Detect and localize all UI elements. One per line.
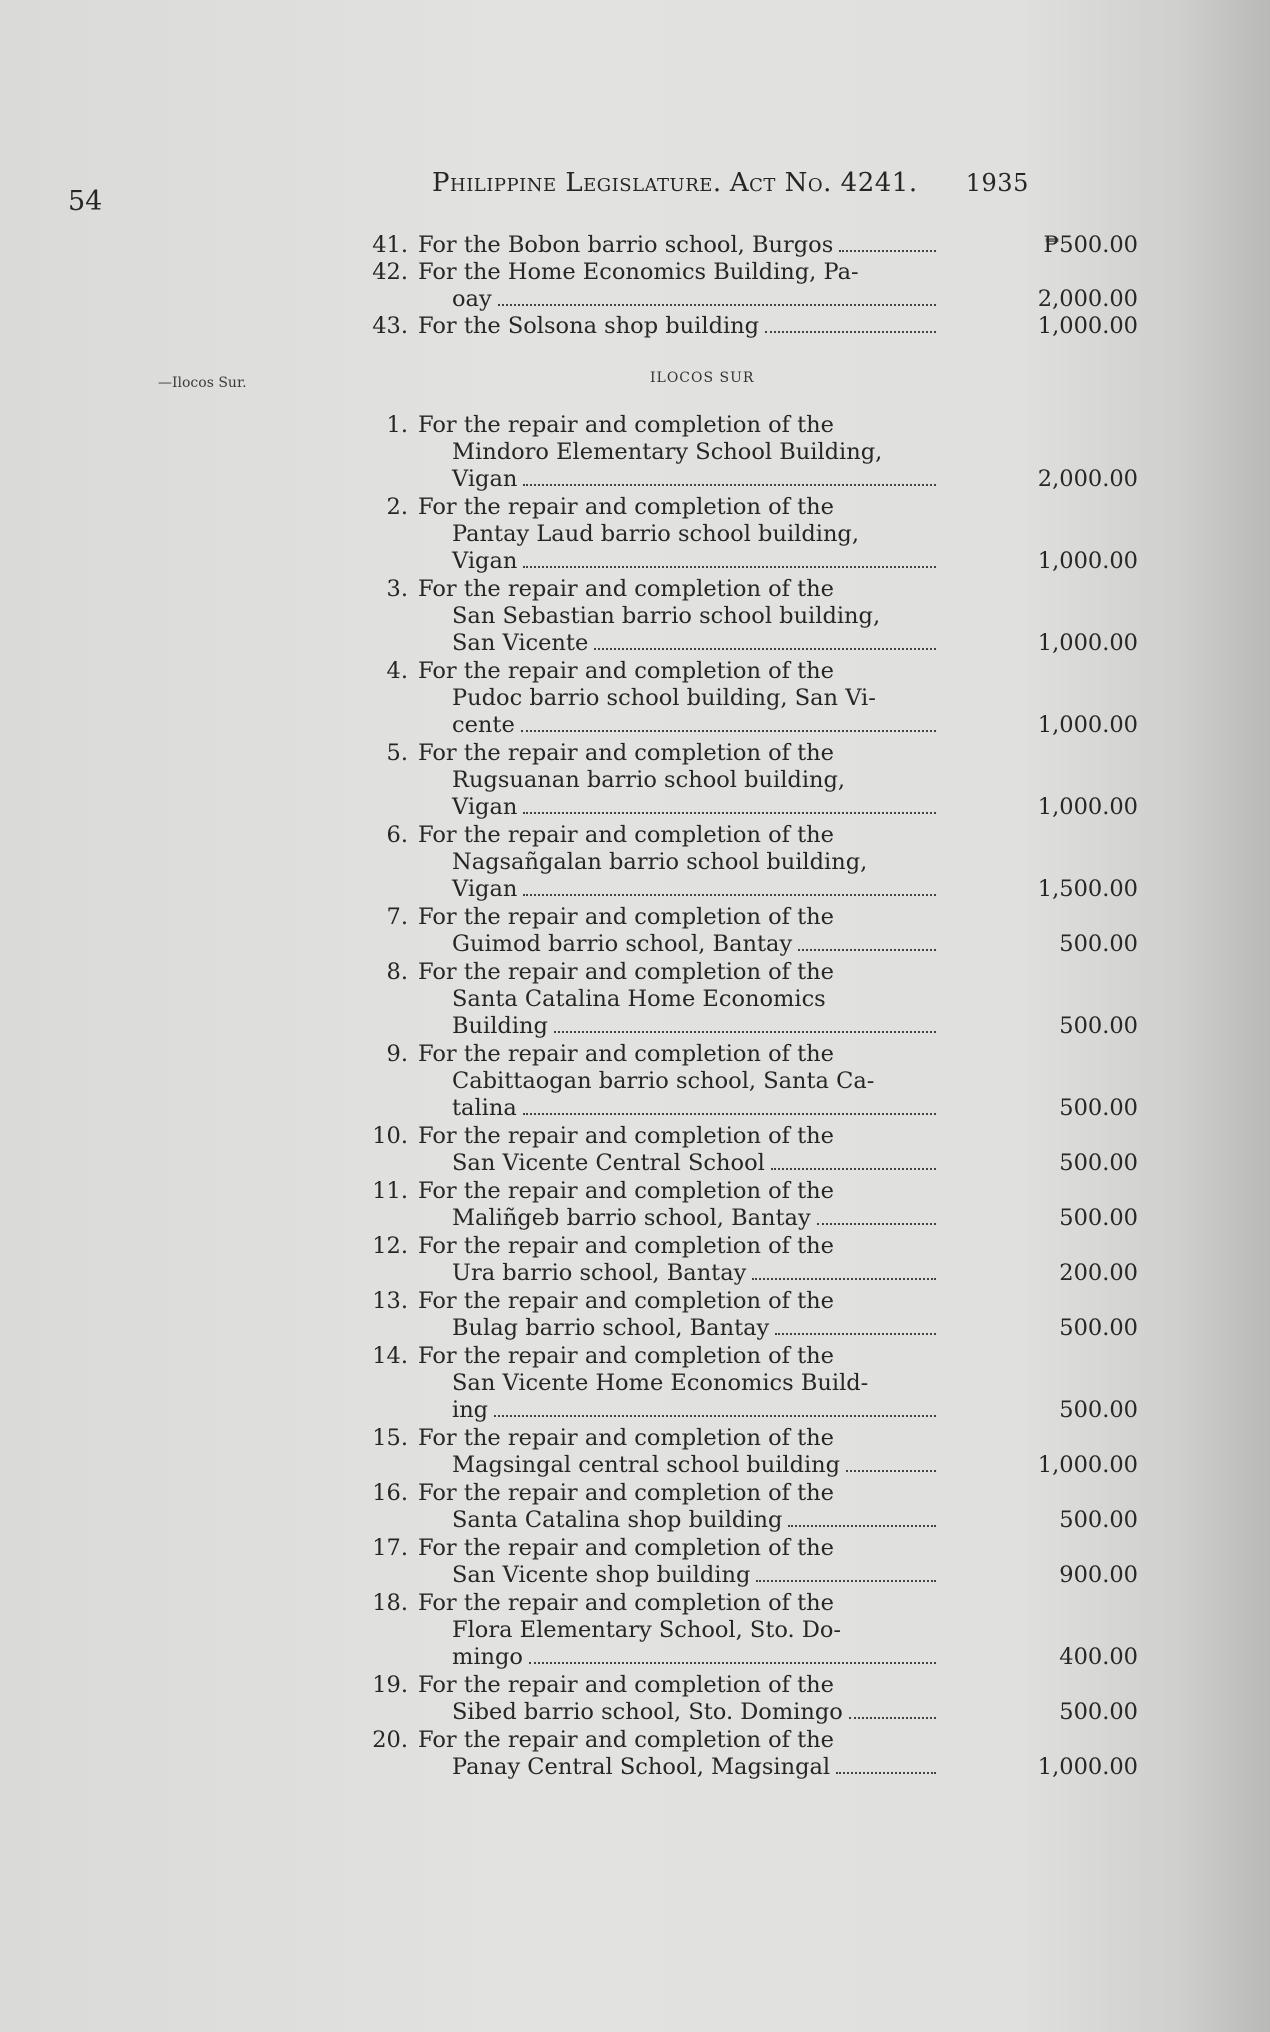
item-text: For the repair and completion of the xyxy=(418,1343,834,1369)
item-text-line xyxy=(452,1397,936,1424)
item-number: 41. xyxy=(372,232,408,258)
item-text-line xyxy=(418,259,859,286)
item-text-line xyxy=(452,712,936,739)
item-text: For the repair and completion of the xyxy=(418,904,834,930)
year: 1935 xyxy=(965,169,1029,197)
item-text: talina xyxy=(452,1095,517,1121)
item-text: For the repair and completion of the xyxy=(418,1590,834,1616)
item-number: 8. xyxy=(386,959,408,985)
item-text: Pudoc barrio school building, San Vi- xyxy=(452,685,876,711)
item-text: Pantay Laud barrio school building, xyxy=(452,521,859,547)
item-text: Vigan xyxy=(452,548,518,574)
item-text-line xyxy=(452,630,936,657)
item-text: Ura barrio school, Bantay xyxy=(452,1260,747,1286)
item-text: For the repair and completion of the xyxy=(418,959,834,985)
item-text: For the repair and completion of the xyxy=(418,658,834,684)
item-text-line xyxy=(418,1233,834,1260)
act-number: Act No. 4241. xyxy=(729,168,918,198)
leader-dots xyxy=(554,1031,936,1033)
scan-edge xyxy=(0,2022,200,2032)
item-text-line xyxy=(452,685,876,712)
item-number: 16. xyxy=(372,1480,408,1506)
item-text: For the repair and completion of the xyxy=(418,1178,834,1204)
item-number: 13. xyxy=(372,1288,408,1314)
leader-dots xyxy=(594,648,936,650)
item-text: San Vicente shop building xyxy=(452,1562,751,1588)
item-text-line xyxy=(452,439,882,466)
item-text-line xyxy=(418,1425,834,1452)
item-number: 18. xyxy=(372,1590,408,1616)
item-text-line xyxy=(452,548,936,575)
item-text: Maliñgeb barrio school, Bantay xyxy=(452,1205,811,1231)
item-text: Flora Elementary School, Sto. Do- xyxy=(452,1617,842,1643)
item-text-line xyxy=(452,1507,936,1534)
item-text-line xyxy=(452,1205,936,1232)
item-text: Santa Catalina shop building xyxy=(452,1507,783,1533)
item-number: 9. xyxy=(386,1041,408,1067)
item-text-line xyxy=(418,1727,834,1754)
item-text-line xyxy=(418,1590,834,1617)
item-text-line xyxy=(418,1123,834,1150)
item-text-line xyxy=(452,1699,936,1726)
item-text-line xyxy=(452,1013,936,1040)
margin-note: —Ilocos Sur. xyxy=(158,375,247,391)
item-text: For the repair and completion of the xyxy=(418,412,834,438)
item-text: For the repair and completion of the xyxy=(418,1288,834,1314)
leader-dots xyxy=(798,949,936,951)
item-text-line xyxy=(452,794,936,821)
item-text-line xyxy=(452,767,845,794)
item-amount: 400.00 xyxy=(1059,1644,1138,1670)
item-text-line xyxy=(452,1754,936,1781)
item-number: 10. xyxy=(372,1123,408,1149)
item-text: cente xyxy=(452,712,515,738)
item-amount: 500.00 xyxy=(1059,1095,1138,1121)
item-text: San Vicente Central School xyxy=(452,1150,765,1176)
item-text-line xyxy=(452,1617,841,1644)
item-text: For the repair and completion of the xyxy=(418,1123,834,1149)
item-text: San Sebastian barrio school building, xyxy=(452,603,881,629)
item-amount: 500.00 xyxy=(1059,1205,1138,1231)
item-text-line xyxy=(418,658,834,685)
leader-dots xyxy=(523,484,936,486)
item-amount: 500.00 xyxy=(1059,1397,1138,1423)
item-text: For the repair and completion of the xyxy=(418,1041,834,1067)
item-number: 14. xyxy=(372,1343,408,1369)
item-text: Cabittaogan barrio school, Santa Ca- xyxy=(452,1068,875,1094)
item-text: For the repair and completion of the xyxy=(418,822,834,848)
item-text: Bulag barrio school, Bantay xyxy=(452,1315,770,1341)
item-amount: 1,000.00 xyxy=(1037,630,1138,656)
item-number: 43. xyxy=(372,313,408,339)
item-text-line xyxy=(452,466,936,493)
item-number: 20. xyxy=(372,1727,408,1753)
leader-dots xyxy=(523,1113,936,1115)
item-text-line xyxy=(452,849,867,876)
item-text-line xyxy=(418,412,834,439)
item-text-line xyxy=(418,313,936,340)
item-text: oay xyxy=(452,286,492,312)
item-amount: 1,000.00 xyxy=(1037,1452,1138,1478)
item-amount: 500.00 xyxy=(1059,1507,1138,1533)
leader-dots xyxy=(849,1717,936,1719)
item-text-line xyxy=(418,959,834,986)
item-text-line xyxy=(452,986,826,1013)
leader-dots xyxy=(775,1333,936,1335)
item-text: Santa Catalina Home Economics xyxy=(452,986,826,1012)
leader-dots xyxy=(817,1223,936,1225)
item-text-line xyxy=(418,232,936,259)
item-text: For the repair and completion of the xyxy=(418,494,834,520)
item-text: For the repair and completion of the xyxy=(418,1233,834,1259)
item-text-line xyxy=(418,1178,834,1205)
item-amount: 500.00 xyxy=(1059,931,1138,957)
item-text-line xyxy=(418,494,834,521)
item-text-line xyxy=(418,1288,834,1315)
item-amount: 500.00 xyxy=(1059,1013,1138,1039)
item-text-line xyxy=(452,521,859,548)
item-text-line xyxy=(452,1068,874,1095)
item-text-line xyxy=(418,1041,834,1068)
item-text: For the repair and completion of the xyxy=(418,1672,834,1698)
item-text: Vigan xyxy=(452,876,518,902)
item-amount: 200.00 xyxy=(1059,1260,1138,1286)
page-number: 54 xyxy=(68,186,103,217)
item-amount: 1,000.00 xyxy=(1037,313,1138,339)
item-amount: 500.00 xyxy=(1059,1150,1138,1176)
leader-dots xyxy=(523,894,936,896)
item-text-line xyxy=(452,1260,936,1287)
item-number: 15. xyxy=(372,1425,408,1451)
item-text: mingo xyxy=(452,1644,523,1670)
item-text: For the repair and completion of the xyxy=(418,740,834,766)
item-number: 1. xyxy=(386,412,408,438)
leader-dots xyxy=(771,1168,936,1170)
item-text-line xyxy=(452,1644,936,1671)
item-text: For the repair and completion of the xyxy=(418,1480,834,1506)
item-text: For the repair and completion of the xyxy=(418,576,834,602)
item-text-line xyxy=(452,876,936,903)
item-text: Sibed barrio school, Sto. Domingo xyxy=(452,1699,843,1725)
item-text-line xyxy=(418,1343,834,1370)
item-text-line xyxy=(452,1315,936,1342)
item-amount: 2,000.00 xyxy=(1037,466,1138,492)
item-number: 6. xyxy=(386,822,408,848)
item-text-line xyxy=(418,576,834,603)
leader-dots xyxy=(521,730,936,732)
item-text: Magsingal central school building xyxy=(452,1452,841,1478)
item-amount: 1,000.00 xyxy=(1037,794,1138,820)
leader-dots xyxy=(836,1772,936,1774)
legislature-name: Philippine Legislature. xyxy=(432,168,722,198)
item-amount: ₱500.00 xyxy=(1043,232,1138,258)
leader-dots xyxy=(846,1470,936,1472)
item-text-line xyxy=(452,1370,868,1397)
item-text: For the repair and completion of the xyxy=(418,1425,834,1451)
running-head xyxy=(432,168,1029,198)
item-text: For the repair and completion of the xyxy=(418,1535,834,1561)
item-number: 7. xyxy=(386,904,408,930)
item-text: Vigan xyxy=(452,794,518,820)
item-text-line xyxy=(452,603,880,630)
leader-dots xyxy=(752,1278,936,1280)
item-text-line xyxy=(452,1562,936,1589)
item-text: San Vicente xyxy=(452,630,589,656)
leader-dots xyxy=(523,812,936,814)
item-text-line xyxy=(418,904,834,931)
item-number: 42. xyxy=(372,259,408,285)
item-text-line xyxy=(418,1672,834,1699)
item-number: 17. xyxy=(372,1535,408,1561)
leader-dots xyxy=(498,304,936,306)
item-text: Vigan xyxy=(452,466,518,492)
item-number: 12. xyxy=(372,1233,408,1259)
item-amount: 500.00 xyxy=(1059,1315,1138,1341)
item-text-line xyxy=(452,1150,936,1177)
item-number: 11. xyxy=(372,1178,408,1204)
item-amount: 1,500.00 xyxy=(1037,876,1138,902)
item-text: Building xyxy=(452,1013,548,1039)
item-text: Guimod barrio school, Bantay xyxy=(452,931,793,957)
item-text: Panay Central School, Magsingal xyxy=(452,1754,831,1780)
leader-dots xyxy=(756,1580,936,1582)
item-text: For the Bobon barrio school, Burgos xyxy=(418,232,834,258)
item-amount: 1,000.00 xyxy=(1037,548,1138,574)
item-text-line xyxy=(452,931,936,958)
item-amount: 2,000.00 xyxy=(1037,286,1138,312)
item-text-line xyxy=(452,286,936,313)
item-text: For the repair and completion of the xyxy=(418,1727,834,1753)
item-text: Rugsuanan barrio school building, xyxy=(452,767,846,793)
item-number: 3. xyxy=(386,576,408,602)
item-amount: 1,000.00 xyxy=(1037,712,1138,738)
leader-dots xyxy=(839,250,936,252)
item-number: 2. xyxy=(386,494,408,520)
item-text: ing xyxy=(452,1397,489,1423)
item-text: For the Solsona shop building xyxy=(418,313,760,339)
leader-dots xyxy=(494,1415,936,1417)
item-text-line xyxy=(452,1452,936,1479)
item-text-line xyxy=(418,1480,834,1507)
section-title: ILOCOS SUR xyxy=(650,370,755,386)
item-text-line xyxy=(418,1535,834,1562)
item-amount: 900.00 xyxy=(1059,1562,1138,1588)
item-amount: 1,000.00 xyxy=(1037,1754,1138,1780)
item-amount: 500.00 xyxy=(1059,1699,1138,1725)
item-number: 19. xyxy=(372,1672,408,1698)
item-text: San Vicente Home Economics Build- xyxy=(452,1370,869,1396)
item-text-line xyxy=(418,822,834,849)
leader-dots xyxy=(788,1525,936,1527)
item-text: For the Home Economics Building, Pa- xyxy=(418,259,859,285)
leader-dots xyxy=(765,331,936,333)
item-text-line xyxy=(452,1095,936,1122)
item-text: Nagsañgalan barrio school building, xyxy=(452,849,868,875)
item-number: 4. xyxy=(386,658,408,684)
item-text-line xyxy=(418,740,834,767)
leader-dots xyxy=(529,1662,936,1664)
item-text: Mindoro Elementary School Building, xyxy=(452,439,883,465)
leader-dots xyxy=(523,566,936,568)
item-number: 5. xyxy=(386,740,408,766)
